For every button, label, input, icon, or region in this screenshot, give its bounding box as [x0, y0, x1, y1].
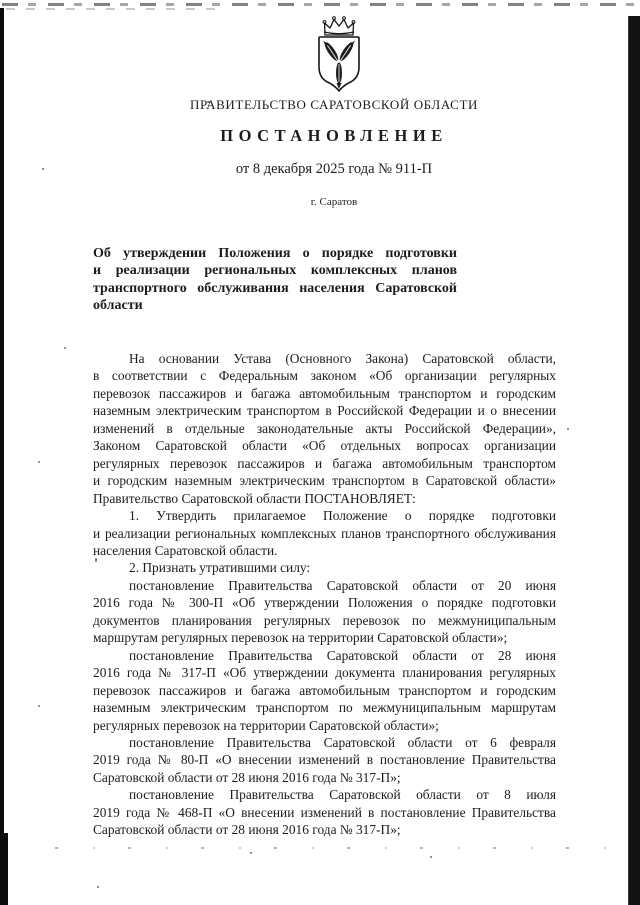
title-line: и реализации региональных комплексных планов [93, 263, 457, 279]
title-line: транспортного обслуживания населения Саратовской [93, 280, 457, 296]
scan-speck [38, 705, 40, 707]
scan-artifact-top-dashes-2 [6, 8, 216, 10]
body-line: 2019 года № 468-П «О внесении изменений в постановление Правительства [93, 804, 556, 820]
body-line: регулярных перевозок на территории Саратовской области»; [93, 717, 439, 733]
scan-speck [430, 856, 432, 858]
scan-speck [38, 461, 40, 463]
document-type-heading: ПОСТАНОВЛЕНИЕ [220, 126, 448, 145]
scan-speck [250, 852, 252, 854]
body-line: 2016 года № 300-П «Об утверждении Положения о порядке подготовки [93, 595, 556, 611]
saratov-oblast-coat-of-arms-icon [315, 15, 363, 93]
body-line: На основании Устава (Основного Закона) Саратовской области, [129, 351, 556, 366]
scan-artifact-right-bar [628, 16, 640, 905]
body-line: 2. Признать утратившими силу: [129, 560, 311, 576]
body-line: наземным электрическим транспортом по межмуниципальным маршрутам [93, 700, 556, 716]
city-label: г. Саратов [310, 196, 358, 208]
body-line: населения Саратовской области. [93, 542, 278, 558]
body-line: и городским наземным электрическим транспортом в Саратовской области» [93, 473, 556, 489]
body-line: постановление Правительства Саратовской области от 20 июня [129, 577, 556, 593]
scan-speck [64, 347, 66, 349]
title-line: Об утверждении Положения о порядке подготовки [93, 246, 457, 261]
body-line: в соответствии с Федеральным законом «Об организации регулярных [93, 368, 556, 384]
title-line: области [93, 297, 143, 313]
body-line: Саратовской области от 28 июня 2016 года № 317-П»; [93, 769, 401, 785]
body-line: наземным электрическим транспортом в Российской Федерации и о внесении [93, 403, 556, 419]
body-line: перевозок пассажиров и багажа автомобильным транспортом и городским [93, 682, 556, 698]
body-line: 2016 года № 317-П «Об утверждении документа планирования регулярных [93, 665, 556, 681]
date-and-number: от 8 декабря 2025 года № 911-П [235, 161, 433, 177]
decree-title [93, 245, 457, 314]
scan-speck [567, 428, 569, 430]
body-line: 2019 года № 80-П «О внесении изменений в постановление Правительства [93, 752, 556, 768]
scan-artifact-top-dashes [2, 3, 636, 6]
organization-name: ПРАВИТЕЛЬСТВО САРАТОВСКОЙ ОБЛАСТИ [190, 97, 478, 112]
scan-artifact-left-bar-foot [0, 833, 8, 905]
body-line: маршрутам регулярных перевозок на территории Саратовской области»; [93, 630, 508, 646]
body-line: регулярных перевозок пассажиров и багажа автомобильным транспортом [93, 455, 556, 471]
body-line: Законом Саратовской области «Об отдельных вопросах организации [93, 438, 556, 454]
body-line: Саратовской области от 28 июня 2016 года № 317-П»; [93, 822, 401, 838]
body-line: постановление Правительства Саратовской области от 8 июля [129, 787, 556, 803]
body-line: перевозок пассажиров и багажа автомобильным транспортом и городским [93, 385, 556, 401]
body-line: 1. Утвердить прилагаемое Положение о порядке подготовки [129, 508, 556, 524]
scan-speck [97, 886, 99, 888]
body-line: и реализации региональных комплексных планов транспортного обслуживания [93, 525, 556, 541]
body-text [93, 350, 556, 839]
body-line: Правительство Саратовской области ПОСТАНОВЛЯЕТ: [93, 490, 416, 506]
body-line: постановление Правительства Саратовской области от 6 февраля [129, 734, 556, 750]
body-line: постановление Правительства Саратовской области от 28 июня [129, 647, 556, 663]
scan-artifact-bottom-dots [55, 847, 625, 849]
body-line: документов планирования регулярных перевозок по межмуниципальным [93, 612, 556, 628]
body-line: изменений в отдельные законодательные акты Российской Федерации», [93, 420, 556, 436]
